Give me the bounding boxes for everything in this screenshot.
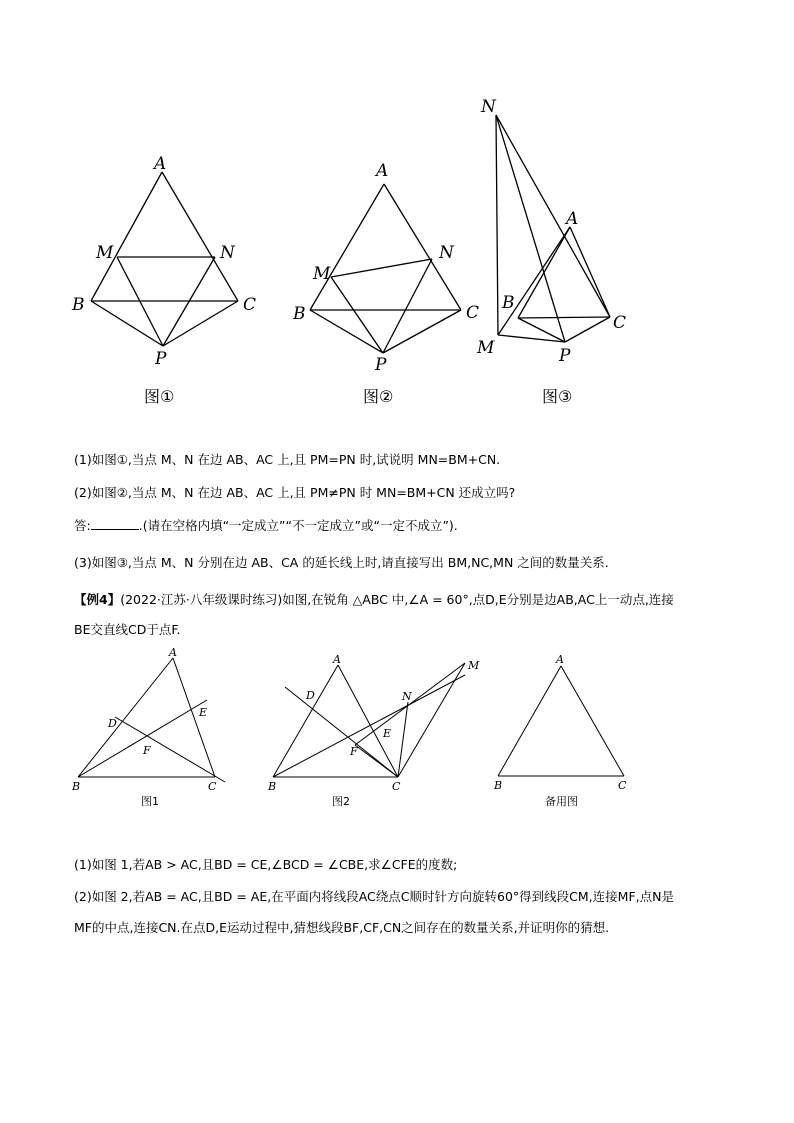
caption: 图① bbox=[144, 387, 175, 406]
label-d: D bbox=[108, 717, 117, 730]
answer-blank bbox=[91, 517, 139, 530]
label-a: A bbox=[556, 653, 564, 666]
example4-line1 bbox=[74, 590, 674, 610]
figure-1-bottom bbox=[65, 645, 235, 815]
label-a: A bbox=[566, 209, 579, 229]
label-f: F bbox=[143, 744, 151, 757]
segment-b-extended bbox=[273, 675, 465, 777]
figure-1-top bbox=[60, 145, 280, 415]
label-a: A bbox=[154, 154, 167, 174]
caption: 图③ bbox=[542, 387, 573, 406]
label-b: B bbox=[502, 293, 515, 313]
label-f: F bbox=[350, 745, 358, 758]
segment-fn bbox=[355, 745, 398, 777]
segment-cm bbox=[398, 663, 465, 777]
label-c: C bbox=[243, 295, 257, 315]
label-c: C bbox=[208, 780, 217, 793]
caption: 图② bbox=[363, 387, 394, 406]
figure-3-bottom bbox=[490, 645, 640, 815]
segment-cp bbox=[163, 301, 238, 346]
label-a: A bbox=[169, 646, 177, 659]
label-c: C bbox=[466, 303, 480, 323]
segment-bp bbox=[310, 310, 383, 353]
segment-n-mpoint bbox=[496, 115, 498, 335]
label-n: N bbox=[439, 243, 454, 263]
segment-mp bbox=[498, 335, 565, 342]
figure-2-top bbox=[285, 145, 500, 415]
label-b: B bbox=[293, 304, 306, 324]
segment-cd-extended bbox=[285, 687, 398, 777]
label-c: C bbox=[613, 313, 627, 333]
answer-suffix: .(请在空格内填“一定成立”“不一定成立”或“一定不成立”). bbox=[138, 518, 458, 533]
question-4-2b: MF的中点,连接CN.在点D,E运动过程中,猜想线段BF,CF,CN之间存在的数量关系,并证明你的猜想. bbox=[74, 920, 610, 935]
example4-text1: 如图,在锐角 △ABC 中,∠A = 60°,点D,E分别是边AB,AC上一动点,连接 bbox=[282, 592, 674, 607]
answer-line bbox=[74, 516, 458, 536]
label-c: C bbox=[392, 780, 401, 793]
triangle-abc bbox=[78, 658, 215, 777]
label-b: B bbox=[72, 295, 85, 315]
label-d: D bbox=[306, 689, 315, 702]
label-b: B bbox=[494, 779, 503, 792]
triangle-abc bbox=[498, 666, 624, 776]
question-4-2a: (2)如图 2,若AB = AC,且BD = AE,在平面内将线段AC绕点C顺时针方向旋转60°得到线段CM,连接MF,点N是 bbox=[74, 889, 674, 904]
segment-bp bbox=[91, 301, 163, 346]
triangle-abc bbox=[91, 172, 238, 301]
label-e: E bbox=[383, 727, 392, 740]
caption: 图1 bbox=[141, 795, 159, 808]
label-n: N bbox=[481, 97, 496, 117]
caption: 备用图 bbox=[545, 795, 578, 808]
segment-be bbox=[78, 700, 207, 777]
label-m: M bbox=[313, 264, 331, 284]
label-m: M bbox=[468, 659, 480, 672]
label-p: P bbox=[155, 349, 167, 369]
example4-tag: 【例4】 bbox=[74, 592, 121, 607]
question-2: (2)如图②,当点 M、N 在边 AB、AC 上,且 PM≠PN 时 MN=BM+CN 还成立吗? bbox=[74, 485, 516, 500]
segment-ma bbox=[498, 227, 570, 335]
label-a: A bbox=[376, 161, 389, 181]
segment-nc bbox=[496, 115, 610, 317]
question-3: (3)如图③,当点 M、N 分别在边 AB、CA 的延长线上时,请直接写出 BM,NC,MN 之间的数量关系. bbox=[74, 555, 609, 570]
label-a: A bbox=[333, 653, 341, 666]
question-4-1: (1)如图 1,若AB > AC,且BD = CE,∠BCD = ∠CBE,求∠CFE的度数; bbox=[74, 857, 458, 872]
triangle-abc bbox=[518, 227, 610, 318]
segment-mf bbox=[355, 663, 465, 745]
example4-source: (2022·江苏·八年级课时练习) bbox=[120, 592, 283, 607]
segment-cn bbox=[398, 702, 408, 777]
question-1: (1)如图①,当点 M、N 在边 AB、AC 上,且 PM=PN 时,试说明 MN=BM+CN. bbox=[74, 452, 501, 467]
label-b: B bbox=[268, 780, 277, 793]
label-b: B bbox=[72, 780, 81, 793]
label-p: P bbox=[375, 355, 387, 375]
segment-cp bbox=[565, 317, 610, 342]
segment-mn bbox=[331, 259, 432, 277]
label-e: E bbox=[199, 706, 208, 719]
label-m: M bbox=[477, 338, 495, 358]
segment-mp bbox=[331, 277, 383, 353]
example4-line2: BE交直线CD于点F. bbox=[74, 622, 181, 637]
label-n: N bbox=[402, 690, 412, 703]
label-p: P bbox=[559, 346, 571, 366]
answer-prefix: 答: bbox=[74, 518, 91, 533]
label-c: C bbox=[618, 779, 627, 792]
figure-3-top bbox=[470, 90, 640, 415]
label-m: M bbox=[96, 243, 114, 263]
caption: 图2 bbox=[332, 795, 350, 808]
label-n: N bbox=[220, 243, 235, 263]
figure-2-bottom bbox=[265, 645, 490, 815]
segment-cd bbox=[115, 717, 225, 782]
